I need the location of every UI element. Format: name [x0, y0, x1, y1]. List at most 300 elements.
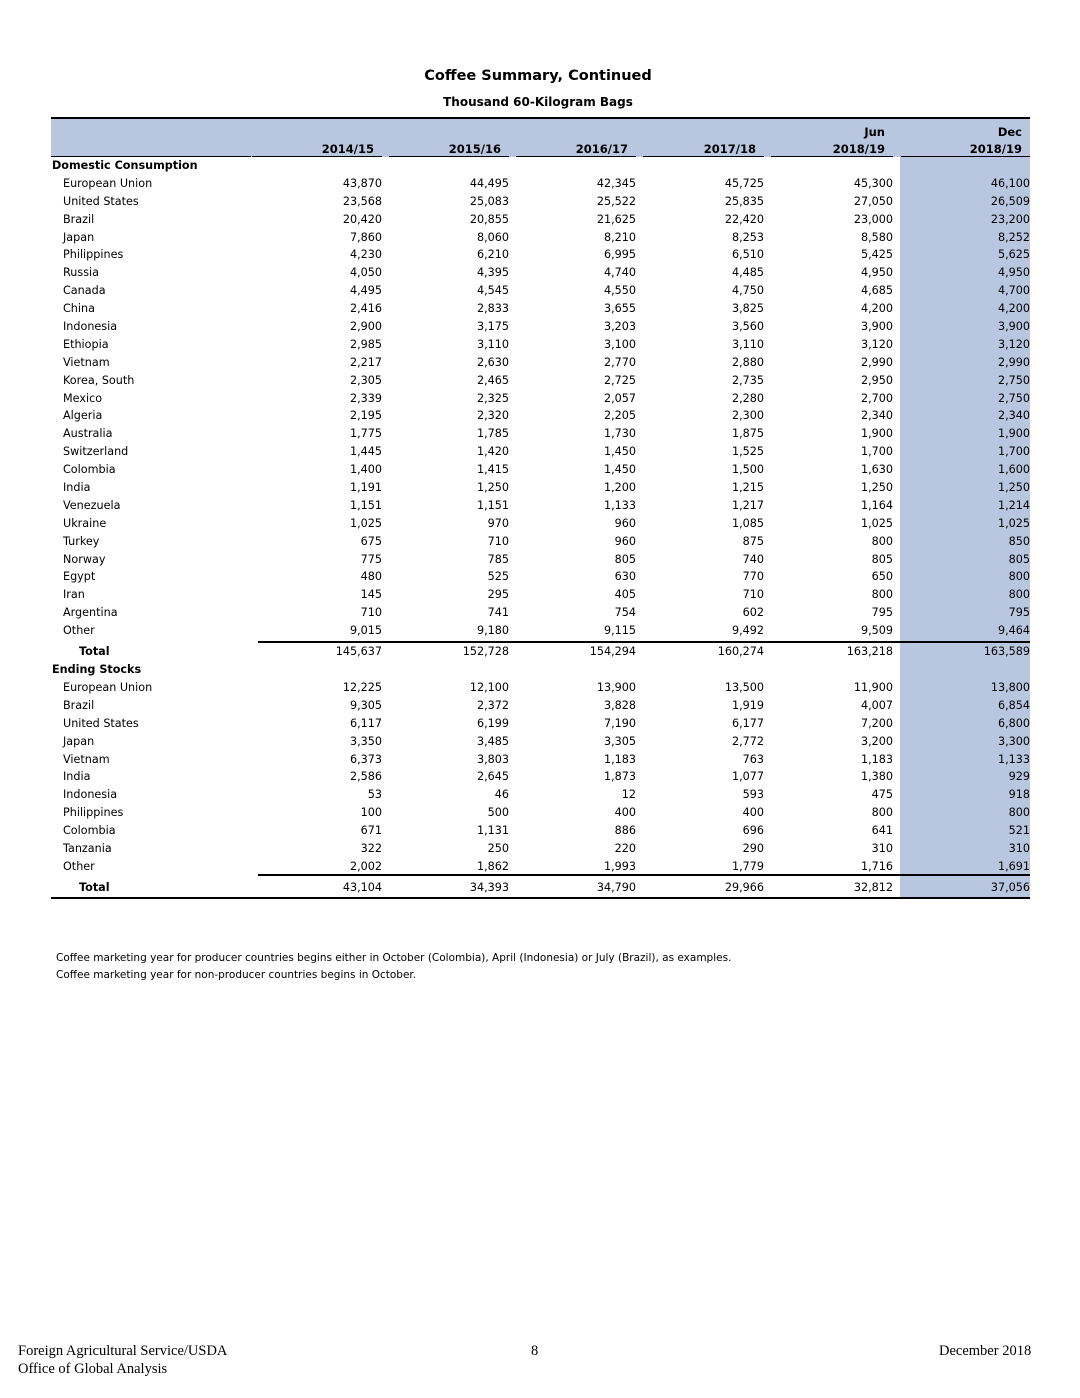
table-row-label: Australia — [63, 427, 113, 441]
value-cell: 1,415 — [476, 463, 509, 477]
table-row — [51, 768, 1030, 786]
value-cell: 641 — [871, 824, 893, 838]
table-row-label: Brazil — [63, 212, 95, 226]
value-cell: 310 — [871, 841, 893, 855]
value-cell: 795 — [871, 606, 893, 620]
table-row-label: United States — [63, 716, 139, 730]
value-cell: 1,133 — [603, 498, 636, 512]
value-cell: 785 — [487, 552, 509, 566]
table-row-label: Colombia — [63, 463, 116, 477]
value-cell: 671 — [360, 824, 382, 838]
table-row-label: Korea, South — [63, 373, 135, 387]
value-cell: 34,790 — [596, 880, 636, 894]
value-cell: 1,785 — [476, 427, 509, 441]
value-cell: 8,253 — [731, 230, 764, 244]
value-cell: 12,225 — [342, 680, 382, 694]
value-cell: 800 — [1008, 806, 1030, 820]
value-cell: 3,175 — [476, 320, 509, 334]
table-row-label: China — [63, 302, 95, 316]
table-row-label: European Union — [63, 176, 153, 190]
table-row — [51, 336, 1030, 354]
value-cell: 805 — [871, 552, 893, 566]
value-cell: 1,500 — [731, 463, 764, 477]
value-cell: 220 — [614, 841, 636, 855]
value-cell: 9,180 — [476, 624, 509, 638]
value-cell: 20,420 — [342, 212, 382, 226]
value-cell: 800 — [871, 806, 893, 820]
table-row — [51, 804, 1030, 822]
table-row-label: Brazil — [63, 698, 95, 712]
value-cell: 11,900 — [853, 680, 893, 694]
value-cell: 3,305 — [603, 734, 636, 748]
table-row — [51, 515, 1030, 533]
value-cell: 602 — [742, 606, 764, 620]
table-row-label: Mexico — [63, 391, 103, 405]
value-cell: 1,450 — [603, 445, 636, 459]
value-cell: 3,900 — [997, 320, 1030, 334]
value-cell: 4,950 — [997, 266, 1030, 280]
value-cell: 1,025 — [349, 516, 382, 530]
value-cell: 44,495 — [469, 176, 509, 190]
note-non-producer-countries: Coffee marketing year for non-producer countries begins in October. — [56, 969, 417, 981]
value-cell: 25,522 — [596, 194, 636, 208]
table-row — [51, 733, 1030, 751]
value-cell: 1,900 — [860, 427, 893, 441]
table-header — [51, 119, 1030, 157]
value-cell: 525 — [487, 570, 509, 584]
value-cell: 2,325 — [476, 391, 509, 405]
value-cell: 53 — [367, 788, 382, 802]
value-cell: 6,854 — [997, 698, 1030, 712]
value-cell: 886 — [614, 824, 636, 838]
value-cell: 2,305 — [349, 373, 382, 387]
value-cell: 1,151 — [349, 498, 382, 512]
value-cell: 1,085 — [731, 516, 764, 530]
value-cell: 1,133 — [997, 752, 1030, 766]
value-cell: 2,750 — [997, 373, 1030, 387]
column-header — [910, 119, 1030, 157]
table-row — [51, 751, 1030, 769]
value-cell: 3,485 — [476, 734, 509, 748]
table-row-label: Ethiopia — [63, 337, 109, 351]
value-cell: 145,637 — [335, 645, 382, 659]
table-row-label: Colombia — [63, 824, 116, 838]
value-cell: 6,199 — [476, 716, 509, 730]
value-cell: 45,300 — [853, 176, 893, 190]
table-row-label: Vietnam — [63, 752, 110, 766]
value-cell: 3,110 — [476, 337, 509, 351]
table-row — [51, 679, 1030, 697]
value-cell: 2,950 — [860, 373, 893, 387]
value-cell: 1,779 — [731, 859, 764, 873]
table-row — [51, 697, 1030, 715]
footer-date: December 2018 — [939, 1343, 1032, 1359]
value-cell: 100 — [360, 806, 382, 820]
value-cell: 295 — [487, 588, 509, 602]
value-cell: 2,735 — [731, 373, 764, 387]
table-row-label: Venezuela — [63, 498, 121, 512]
value-cell: 800 — [1008, 570, 1030, 584]
value-cell: 42,345 — [596, 176, 636, 190]
table-row-label: India — [63, 481, 91, 495]
value-cell: 405 — [614, 588, 636, 602]
table-row-label: Canada — [63, 284, 106, 298]
value-cell: 875 — [742, 534, 764, 548]
value-cell: 2,990 — [860, 355, 893, 369]
value-cell: 9,015 — [349, 624, 382, 638]
value-cell: 3,350 — [349, 734, 382, 748]
value-cell: 2,880 — [731, 355, 764, 369]
value-cell: 2,770 — [603, 355, 636, 369]
value-cell: 6,177 — [731, 716, 764, 730]
value-cell: 5,625 — [997, 248, 1030, 262]
table-row-label: United States — [63, 194, 139, 208]
value-cell: 3,300 — [997, 734, 1030, 748]
value-cell: 1,151 — [476, 498, 509, 512]
table-row — [51, 786, 1030, 804]
value-cell: 2,280 — [731, 391, 764, 405]
value-cell: 805 — [614, 552, 636, 566]
value-cell: 480 — [360, 570, 382, 584]
value-cell: 160,274 — [717, 645, 764, 659]
value-cell: 1,525 — [731, 445, 764, 459]
value-cell: 1,862 — [476, 859, 509, 873]
value-cell: 4,007 — [860, 698, 893, 712]
value-cell: 2,205 — [603, 409, 636, 423]
value-cell: 20,855 — [469, 212, 509, 226]
column-header-year: 2018/19 — [969, 142, 1022, 156]
value-cell: 1,250 — [476, 481, 509, 495]
total-row-label: Total — [79, 645, 110, 659]
value-cell: 4,950 — [860, 266, 893, 280]
column-header-year: 2017/18 — [703, 142, 756, 156]
value-cell: 3,120 — [997, 337, 1030, 351]
value-cell: 710 — [360, 606, 382, 620]
value-cell: 43,870 — [342, 176, 382, 190]
value-cell: 1,700 — [997, 445, 1030, 459]
table-row — [51, 443, 1030, 461]
table-row — [51, 264, 1030, 282]
value-cell: 310 — [1008, 841, 1030, 855]
value-cell: 675 — [360, 534, 382, 548]
value-cell: 8,210 — [603, 230, 636, 244]
value-cell: 9,464 — [997, 624, 1030, 638]
value-cell: 5,425 — [860, 248, 893, 262]
table-row — [51, 354, 1030, 372]
value-cell: 1,250 — [860, 481, 893, 495]
value-cell: 1,445 — [349, 445, 382, 459]
value-cell: 2,586 — [349, 770, 382, 784]
value-cell: 23,568 — [342, 194, 382, 208]
table-row — [51, 551, 1030, 569]
value-cell: 22,420 — [724, 212, 764, 226]
value-cell: 290 — [742, 841, 764, 855]
table-row-label: Philippines — [63, 806, 124, 820]
value-cell: 795 — [1008, 606, 1030, 620]
table-row — [51, 211, 1030, 229]
value-cell: 13,800 — [990, 680, 1030, 694]
value-cell: 1,873 — [603, 770, 636, 784]
value-cell: 2,217 — [349, 355, 382, 369]
value-cell: 1,875 — [731, 427, 764, 441]
value-cell: 2,700 — [860, 391, 893, 405]
value-cell: 2,750 — [997, 391, 1030, 405]
value-cell: 850 — [1008, 534, 1030, 548]
value-cell: 9,115 — [603, 624, 636, 638]
value-cell: 154,294 — [589, 645, 636, 659]
table-row-label: Philippines — [63, 248, 124, 262]
value-cell: 26,509 — [990, 194, 1030, 208]
value-cell: 1,380 — [860, 770, 893, 784]
value-cell: 1,993 — [603, 859, 636, 873]
value-cell: 2,772 — [731, 734, 764, 748]
value-cell: 4,485 — [731, 266, 764, 280]
section-heading — [51, 157, 1030, 175]
value-cell: 1,730 — [603, 427, 636, 441]
value-cell: 3,825 — [731, 302, 764, 316]
table-row — [51, 300, 1030, 318]
value-cell: 3,655 — [603, 302, 636, 316]
value-cell: 3,203 — [603, 320, 636, 334]
value-cell: 6,800 — [997, 716, 1030, 730]
value-cell: 805 — [1008, 552, 1030, 566]
table-row — [51, 622, 1030, 640]
value-cell: 1,691 — [997, 859, 1030, 873]
value-cell: 3,828 — [603, 698, 636, 712]
value-cell: 9,509 — [860, 624, 893, 638]
table-row-label: Other — [63, 624, 95, 638]
value-cell: 1,600 — [997, 463, 1030, 477]
value-cell: 2,645 — [476, 770, 509, 784]
value-cell: 2,057 — [603, 391, 636, 405]
table-row-label: Iran — [63, 588, 85, 602]
value-cell: 800 — [871, 534, 893, 548]
value-cell: 800 — [871, 588, 893, 602]
table-row-label: India — [63, 770, 91, 784]
table-row — [51, 822, 1030, 840]
value-cell: 475 — [871, 788, 893, 802]
table-row-label: Tanzania — [63, 841, 112, 855]
column-header — [516, 119, 636, 157]
value-cell: 754 — [614, 606, 636, 620]
value-cell: 3,110 — [731, 337, 764, 351]
value-cell: 1,025 — [997, 516, 1030, 530]
value-cell: 4,495 — [349, 284, 382, 298]
value-cell: 13,500 — [724, 680, 764, 694]
report-title: Coffee Summary, Continued — [424, 68, 652, 84]
value-cell: 7,190 — [603, 716, 636, 730]
value-cell: 3,803 — [476, 752, 509, 766]
table-row — [51, 479, 1030, 497]
value-cell: 3,900 — [860, 320, 893, 334]
value-cell: 12,100 — [469, 680, 509, 694]
total-row — [51, 640, 1030, 661]
table-row — [51, 246, 1030, 264]
value-cell: 1,217 — [731, 498, 764, 512]
value-cell: 1,420 — [476, 445, 509, 459]
value-cell: 400 — [614, 806, 636, 820]
footer-agency: Foreign Agricultural Service/USDA — [18, 1343, 228, 1359]
value-cell: 2,372 — [476, 698, 509, 712]
value-cell: 6,510 — [731, 248, 764, 262]
value-cell: 4,550 — [603, 284, 636, 298]
value-cell: 2,416 — [349, 302, 382, 316]
value-cell: 25,083 — [469, 194, 509, 208]
value-cell: 25,835 — [724, 194, 764, 208]
table-row — [51, 175, 1030, 193]
value-cell: 4,230 — [349, 248, 382, 262]
table-row-label: Russia — [63, 266, 99, 280]
value-cell: 630 — [614, 570, 636, 584]
value-cell: 4,200 — [997, 302, 1030, 316]
column-header-top: Dec — [997, 125, 1022, 139]
value-cell: 970 — [487, 516, 509, 530]
value-cell: 6,995 — [603, 248, 636, 262]
value-cell: 32,812 — [853, 880, 893, 894]
value-cell: 741 — [487, 606, 509, 620]
value-cell: 4,050 — [349, 266, 382, 280]
table-row — [51, 840, 1030, 858]
value-cell: 2,465 — [476, 373, 509, 387]
table-row-label: European Union — [63, 680, 153, 694]
value-cell: 1,183 — [860, 752, 893, 766]
value-cell: 2,833 — [476, 302, 509, 316]
table-row — [51, 586, 1030, 604]
value-cell: 152,728 — [462, 645, 509, 659]
table-row-label: Indonesia — [63, 320, 118, 334]
value-cell: 1,900 — [997, 427, 1030, 441]
value-cell: 9,305 — [349, 698, 382, 712]
value-cell: 4,685 — [860, 284, 893, 298]
value-cell: 2,725 — [603, 373, 636, 387]
value-cell: 23,200 — [990, 212, 1030, 226]
value-cell: 23,000 — [853, 212, 893, 226]
value-cell: 2,002 — [349, 859, 382, 873]
table-row-label: Other — [63, 859, 95, 873]
value-cell: 21,625 — [596, 212, 636, 226]
value-cell: 6,117 — [349, 716, 382, 730]
table-row-label: Japan — [63, 734, 95, 748]
value-cell: 322 — [360, 841, 382, 855]
value-cell: 710 — [742, 588, 764, 602]
value-cell: 1,200 — [603, 481, 636, 495]
table-row — [51, 715, 1030, 733]
table-row — [51, 229, 1030, 247]
table-row-label: Argentina — [63, 606, 118, 620]
coffee-summary-table — [51, 117, 1030, 899]
table-row — [51, 533, 1030, 551]
value-cell: 163,589 — [983, 645, 1030, 659]
value-cell: 2,985 — [349, 337, 382, 351]
value-cell: 8,252 — [997, 230, 1030, 244]
table-row-label: Algeria — [63, 409, 103, 423]
table-row — [51, 425, 1030, 443]
value-cell: 2,990 — [997, 355, 1030, 369]
value-cell: 1,250 — [997, 481, 1030, 495]
value-cell: 1,716 — [860, 859, 893, 873]
table-row — [51, 282, 1030, 300]
value-cell: 27,050 — [853, 194, 893, 208]
value-cell: 7,860 — [349, 230, 382, 244]
value-cell: 250 — [487, 841, 509, 855]
value-cell: 710 — [487, 534, 509, 548]
value-cell: 2,195 — [349, 409, 382, 423]
table-row-label: Norway — [63, 552, 106, 566]
table-row — [51, 461, 1030, 479]
column-header — [644, 119, 764, 157]
note-producer-countries: Coffee marketing year for producer countries begins either in October (Colombia), April (Indonesia) or July (Brazil), as examples. — [56, 952, 732, 964]
footer-page-number: 8 — [531, 1343, 539, 1359]
value-cell: 1,630 — [860, 463, 893, 477]
table-row — [51, 497, 1030, 515]
value-cell: 29,966 — [724, 880, 764, 894]
value-cell: 6,373 — [349, 752, 382, 766]
value-cell: 763 — [742, 752, 764, 766]
value-cell: 770 — [742, 570, 764, 584]
footer-office: Office of Global Analysis — [18, 1361, 168, 1377]
column-header-year: 2014/15 — [321, 142, 374, 156]
value-cell: 3,560 — [731, 320, 764, 334]
table-row — [51, 568, 1030, 586]
table-body — [51, 157, 1030, 897]
value-cell: 43,104 — [342, 880, 382, 894]
section-heading — [51, 661, 1030, 679]
value-cell: 1,183 — [603, 752, 636, 766]
value-cell: 34,393 — [469, 880, 509, 894]
value-cell: 6,210 — [476, 248, 509, 262]
value-cell: 2,900 — [349, 320, 382, 334]
value-cell: 4,200 — [860, 302, 893, 316]
total-row-label: Total — [79, 880, 110, 894]
value-cell: 8,060 — [476, 230, 509, 244]
table-row-label: Indonesia — [63, 788, 118, 802]
table-row-label: Turkey — [63, 534, 100, 548]
value-cell: 2,320 — [476, 409, 509, 423]
value-cell: 1,919 — [731, 698, 764, 712]
value-cell: 918 — [1008, 788, 1030, 802]
table-row-label: Ukraine — [63, 516, 107, 530]
value-cell: 2,340 — [997, 409, 1030, 423]
table-row — [51, 372, 1030, 390]
value-cell: 4,545 — [476, 284, 509, 298]
column-header — [389, 119, 509, 157]
value-cell: 145 — [360, 588, 382, 602]
table-row — [51, 604, 1030, 622]
report-subtitle: Thousand 60-Kilogram Bags — [443, 95, 633, 109]
value-cell: 8,580 — [860, 230, 893, 244]
value-cell: 1,214 — [997, 498, 1030, 512]
section-heading-label: Domestic Consumption — [52, 159, 198, 172]
column-header — [773, 119, 893, 157]
value-cell: 13,900 — [596, 680, 636, 694]
column-header — [262, 119, 382, 157]
table-row — [51, 407, 1030, 425]
value-cell: 1,700 — [860, 445, 893, 459]
value-cell: 3,100 — [603, 337, 636, 351]
value-cell: 400 — [742, 806, 764, 820]
value-cell: 1,077 — [731, 770, 764, 784]
value-cell: 960 — [614, 534, 636, 548]
value-cell: 1,131 — [476, 824, 509, 838]
column-header-year: 2016/17 — [575, 142, 628, 156]
value-cell: 593 — [742, 788, 764, 802]
value-cell: 1,400 — [349, 463, 382, 477]
value-cell: 3,200 — [860, 734, 893, 748]
value-cell: 7,200 — [860, 716, 893, 730]
table-row-label: Egypt — [63, 570, 96, 584]
value-cell: 696 — [742, 824, 764, 838]
table-row-label: Vietnam — [63, 355, 110, 369]
